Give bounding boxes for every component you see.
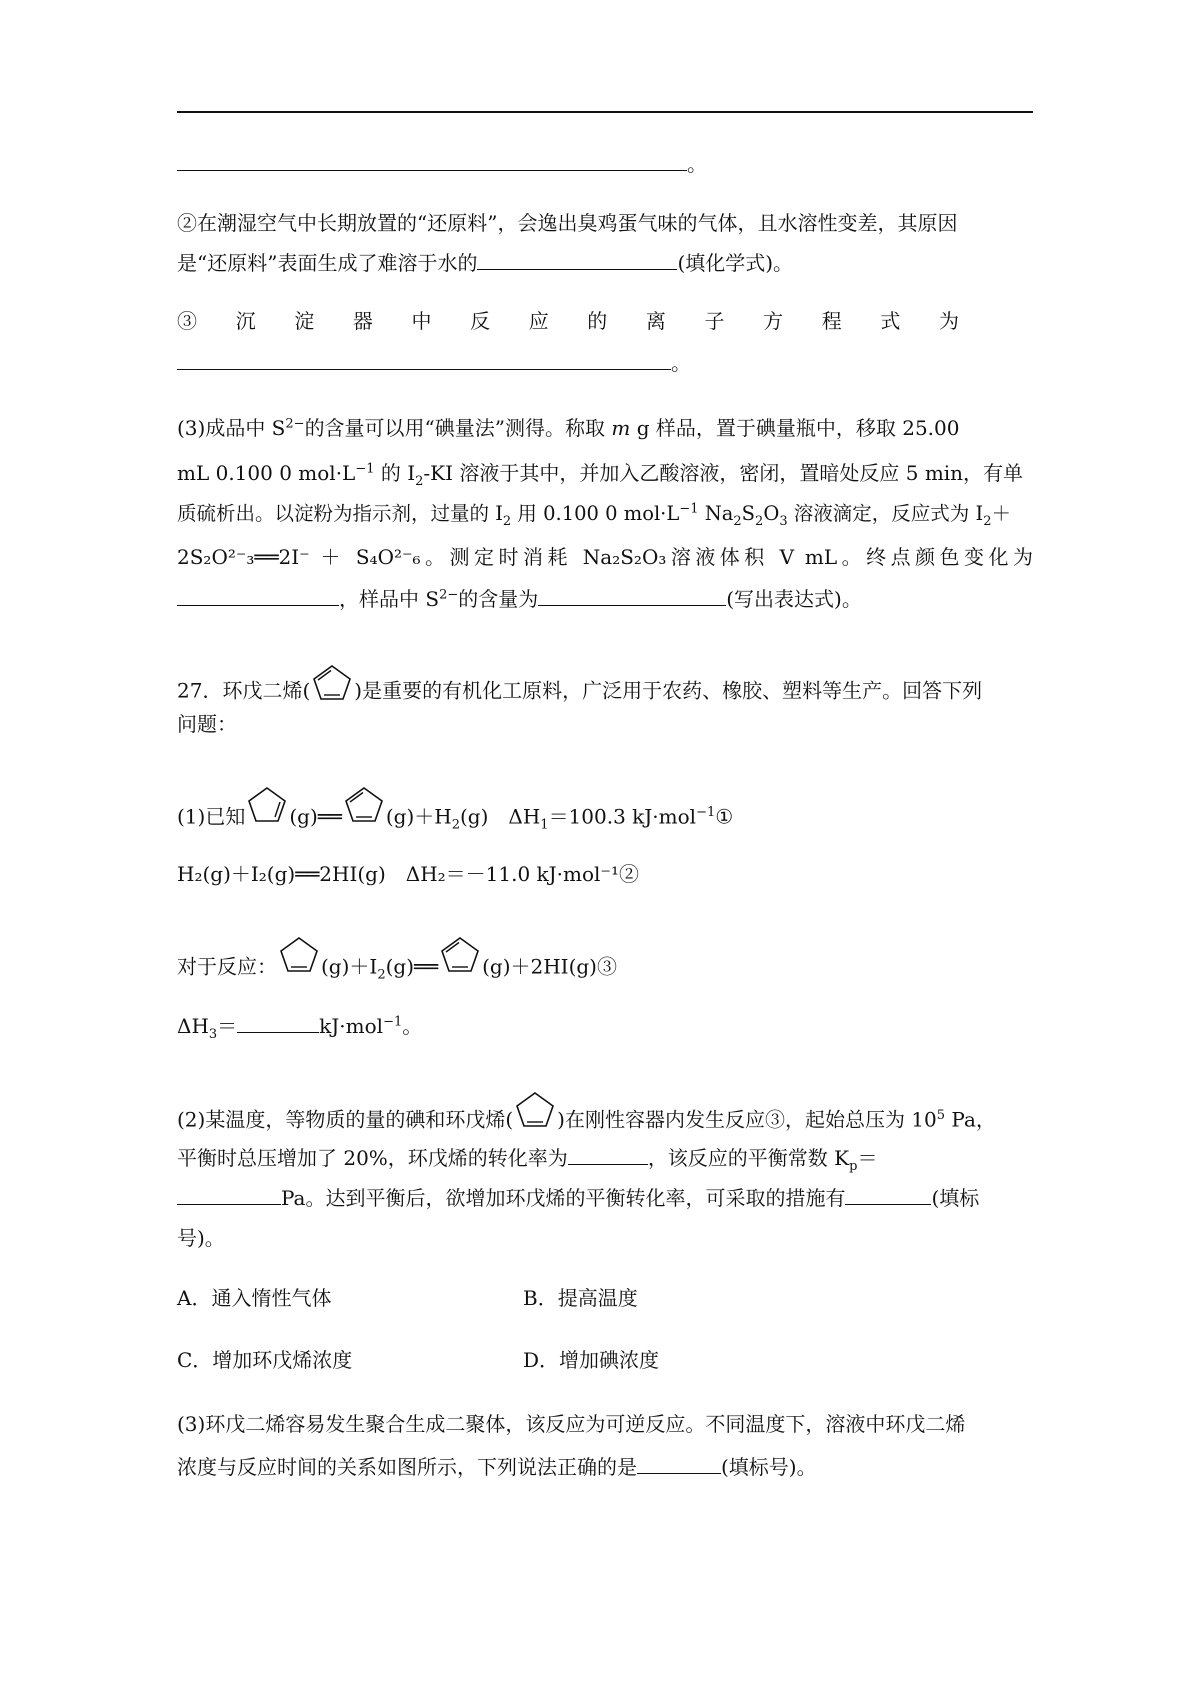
answer-blank — [177, 150, 687, 171]
subscript: 2 — [377, 967, 386, 983]
superscript: −1 — [355, 461, 375, 477]
cyclopentadiene-structure-icon — [342, 784, 386, 824]
subscript: p — [849, 1159, 858, 1174]
text: Pa。达到平衡后，欲增加环戊烯的平衡转化率，可采取的措施有 — [281, 1186, 846, 1210]
text: (2)某温度，等物质的量的碘和环戊烯( — [177, 1107, 514, 1132]
text: (填标号)。 — [721, 1455, 817, 1479]
answer-blank — [477, 249, 677, 270]
equation-line — [177, 860, 1033, 888]
equation-line — [177, 798, 1033, 838]
superscript: 2− — [285, 416, 305, 432]
question-line — [177, 1184, 1033, 1212]
text: (写出表达式)。 — [726, 587, 862, 611]
text: 对于反应： — [177, 954, 277, 979]
text: (g)══ — [385, 954, 439, 979]
subscript: 2 — [733, 513, 742, 529]
text: 用 0.100 0 mol·L — [511, 502, 680, 525]
subscript: 2 — [415, 474, 424, 489]
answer-line-2 — [177, 349, 1033, 377]
text: ＋ — [991, 502, 1011, 525]
answer-blank — [538, 585, 726, 606]
text: 。 — [402, 1014, 423, 1038]
option-a: A．通入惰性气体 — [177, 1286, 332, 1310]
text: 号)。 — [177, 1226, 225, 1250]
question-line — [177, 414, 1033, 442]
answer-blank — [237, 1012, 319, 1033]
text: 。 — [687, 152, 707, 176]
text: g 样品，置于碘量瓶中，移取 25.00 — [630, 416, 960, 440]
text: O — [763, 502, 780, 525]
cyclopentadiene-structure-icon — [438, 934, 482, 974]
cyclopentene-structure-icon — [277, 934, 321, 974]
superscript: 5 — [936, 1107, 946, 1123]
question-line — [177, 209, 1033, 237]
subscript: 3 — [779, 513, 788, 529]
text: mL 0.100 0 mol·L — [177, 461, 356, 485]
superscript: 2− — [439, 587, 459, 603]
answer-blank — [177, 1184, 281, 1205]
text: (g)＋2HI(g)③ — [482, 954, 617, 979]
text: ＝100.3 kJ·mol — [548, 804, 697, 829]
text: 的含量可以用“碘量法”测得。称取 — [304, 416, 612, 440]
question-line — [177, 249, 1033, 277]
text: 浓度与反应时间的关系如图所示，下列说法正确的是 — [177, 1455, 637, 1479]
answer-blank — [177, 349, 671, 370]
top-rule — [177, 111, 1033, 113]
text: 平衡时总压增加了 20%，环戊烯的转化率为 — [177, 1146, 568, 1170]
question-line — [177, 459, 1033, 487]
cyclopentadiene-structure-icon — [310, 662, 354, 702]
option-d: D．增加碘浓度 — [523, 1348, 660, 1372]
text: Pa， — [945, 1107, 996, 1132]
text: 的 I — [374, 461, 416, 485]
text: ＝ — [217, 1014, 238, 1038]
answer-blank — [845, 1184, 931, 1205]
text: 质硫析出。以淀粉为指示剂，过量的 I — [177, 502, 503, 525]
subscript: 2 — [451, 817, 460, 833]
text: ① — [715, 804, 734, 829]
cyclopentene-structure-icon — [245, 784, 289, 824]
equation-line — [177, 1012, 1033, 1040]
text: ②在潮湿空气中长期放置的“还原料”，会逸出臭鸡蛋气味的气体，且水溶性变差，其原因 — [177, 211, 958, 235]
text: 问题： — [177, 712, 237, 736]
text: (g) ΔH — [459, 804, 541, 829]
answer-line-1 — [177, 150, 1033, 178]
question-line — [177, 1144, 1033, 1172]
option-c: C．增加环戊烯浓度 — [177, 1348, 353, 1372]
answer-blank — [177, 585, 339, 606]
text: 溶液滴定，反应式为 I — [787, 502, 984, 525]
text: ，该反应的平衡常数 K — [647, 1146, 850, 1170]
text: 是“还原料”表面生成了难溶于水的 — [177, 251, 478, 275]
question-line — [177, 543, 1033, 571]
text: Na — [698, 502, 734, 525]
superscript: −1 — [383, 1014, 403, 1030]
text: S — [741, 502, 756, 525]
text: ③沉淀器中反应的离子方程式为 — [177, 309, 997, 333]
question-line — [177, 1453, 1033, 1481]
answer-blank — [568, 1144, 648, 1165]
text: ΔH — [177, 1014, 209, 1038]
text: 2S₂O²⁻₃══2I⁻ ＋ S₄O²⁻₆。测定时消耗 Na₂S₂O₃溶液体积 V mL。终点颜色变化为 — [177, 545, 1033, 569]
question-line — [177, 1410, 1033, 1438]
text: (g)＋H — [385, 804, 452, 829]
text: (3)成品中 S — [177, 416, 286, 440]
subscript: 3 — [208, 1027, 218, 1042]
text: -KI 溶液于其中，并加入乙酸溶液，密闭，置暗处反应 5 min，有单 — [423, 461, 1024, 485]
subscript: 2 — [983, 513, 992, 529]
text: (填化学式)。 — [677, 251, 794, 275]
subscript: 2 — [502, 513, 512, 529]
question-line — [177, 585, 1033, 613]
text: )在刚性容器内发生反应③，起始总压为 10 — [557, 1107, 937, 1132]
text: (填标 — [931, 1186, 980, 1210]
text: 。 — [671, 351, 691, 375]
text: (g)══ — [289, 804, 342, 829]
text: (3)环戊二烯容易发生聚合生成二聚体，该反应为可逆反应。不同温度下，溶液中环戊二烯 — [177, 1412, 966, 1436]
text: m — [611, 416, 631, 440]
question-line — [177, 307, 997, 335]
answer-blank — [637, 1453, 721, 1474]
question-line — [177, 500, 1033, 528]
question-27-line — [177, 710, 1033, 738]
question-27-line — [177, 672, 1033, 712]
cyclopentene-structure-icon — [513, 1089, 557, 1129]
text: 的含量为 — [458, 587, 539, 611]
text: (1)已知 — [177, 804, 246, 829]
text: )是重要的有机化工原料，广泛用于农药、橡胶、塑料等生产。回答下列 — [354, 678, 983, 703]
text: 27．环戊二烯( — [177, 678, 311, 703]
subscript: 1 — [540, 817, 549, 833]
superscript: −1 — [696, 804, 716, 820]
text: ，样品中 S — [339, 587, 440, 611]
subscript: 2 — [755, 513, 764, 529]
option-b: B．提高温度 — [523, 1286, 638, 1310]
equation-line — [177, 948, 1033, 988]
text: H₂(g)＋I₂(g)══2HI(g) ΔH₂＝－11.0 kJ·mol⁻¹② — [177, 862, 640, 886]
question-line — [177, 1101, 1033, 1141]
text: (g)＋I — [321, 954, 378, 979]
text: kJ·mol — [319, 1014, 384, 1038]
superscript: −1 — [679, 501, 699, 517]
question-line — [177, 1224, 1033, 1252]
text: ＝ — [857, 1146, 878, 1170]
